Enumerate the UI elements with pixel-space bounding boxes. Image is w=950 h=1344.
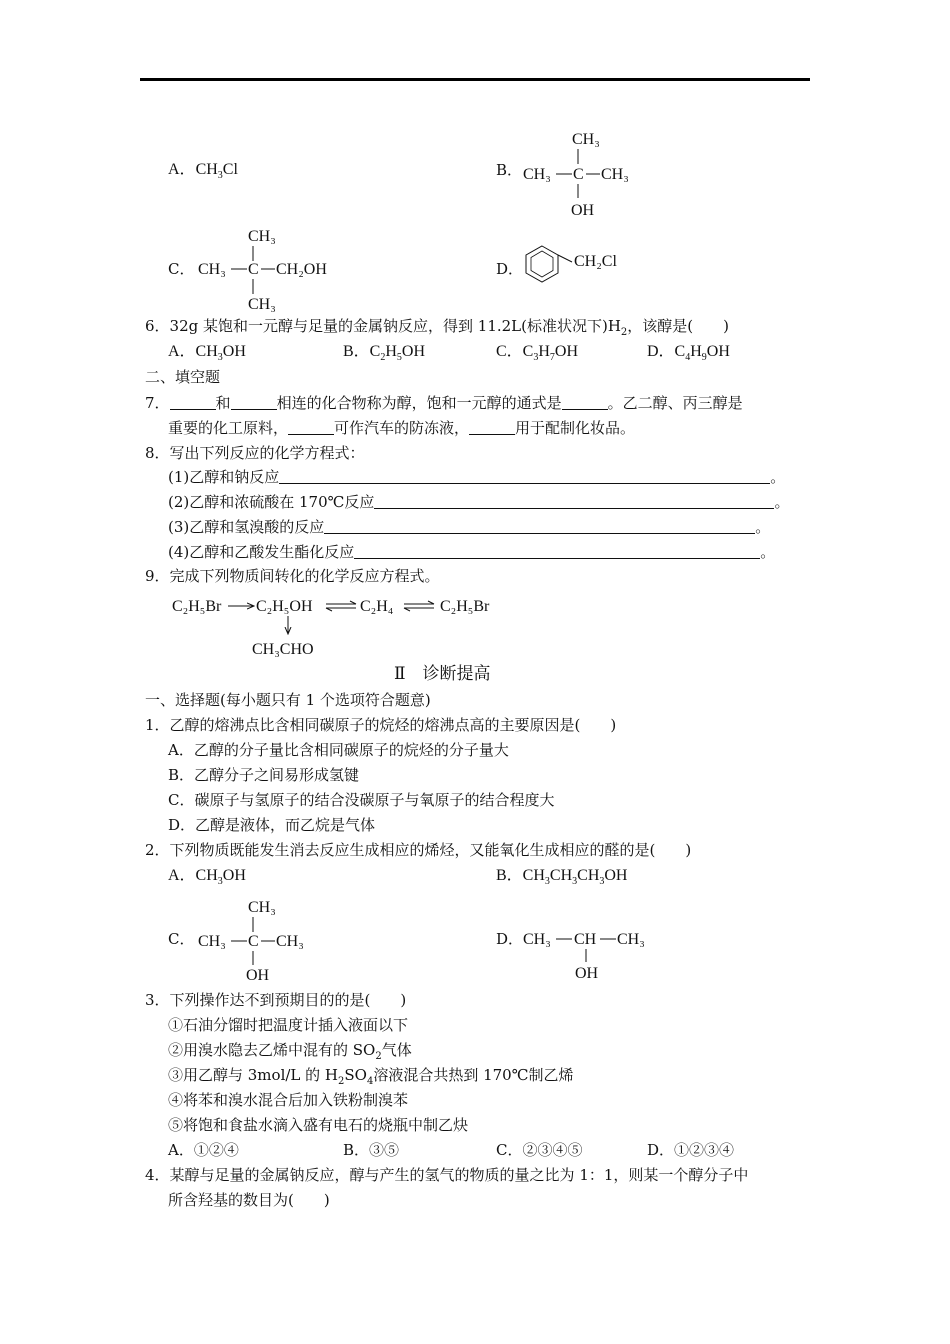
p2-option-c-structure	[195, 894, 325, 986]
q7-blank-5[interactable]	[469, 418, 515, 435]
svg-text:CH₃: CH₃	[523, 166, 551, 183]
p1-option-d: D．乙醇是液体，而乙烷是气体	[168, 816, 376, 834]
section-fill-in-heading: 二、填空题	[145, 368, 221, 386]
svg-text:CH₃: CH₃	[601, 166, 629, 183]
svg-text:OH: OH	[571, 202, 595, 219]
q8-answer-2[interactable]	[374, 492, 774, 509]
p3-item-2: ②用溴水隐去乙烯中混有的 $SO_2$气体	[168, 1041, 412, 1062]
svg-text:C: C	[248, 261, 259, 278]
p1-stem: 1．乙醇的熔沸点比含相同碳原子的烷烃的熔沸点高的主要原因是( )	[145, 716, 617, 734]
svg-text:OH: OH	[575, 965, 599, 982]
p2-option-b: B．$CH_3CH_3CH_3OH$	[496, 867, 628, 887]
q7-blank-3[interactable]	[562, 393, 608, 410]
p3-option-c: C．②③④⑤	[496, 1141, 583, 1159]
p1-option-a: A．乙醇的分子量比含相同碳原子的烷烃的分子量大	[168, 741, 509, 759]
svg-text:C: C	[573, 166, 584, 183]
q5-option-b-structure	[520, 126, 640, 221]
p3-item-3: ③用乙醇与 3mol/L 的 $H_2SO_4$溶液混合共热到 170℃制乙烯	[168, 1066, 574, 1087]
svg-text:OH: OH	[246, 967, 270, 984]
p2-option-d-structure	[520, 924, 660, 986]
p3-option-d: D．①②③④	[647, 1141, 735, 1159]
svg-text:CH₃: CH₃	[248, 228, 276, 245]
q5-option-c-structure	[195, 224, 355, 316]
q5-option-b-label: B．	[496, 161, 523, 179]
q8-item-2: (2)乙醇和浓硫酸在 170℃反应 。	[168, 493, 790, 511]
q8-stem: 8．写出下列反应的化学方程式：	[145, 444, 365, 462]
q5-option-c-label: C．	[168, 260, 195, 278]
p2-stem: 2．下列物质既能发生消去反应生成相应的烯烃，又能氧化生成相应的醛的是( )	[145, 841, 692, 859]
q6-option-b: B．$C_2H_5OH$	[343, 343, 426, 363]
svg-text:CH₂OH: CH₂OH	[276, 261, 327, 278]
svg-text:CH₃: CH₃	[198, 261, 226, 278]
p3-item-4: ④将苯和溴水混合后加入铁粉制溴苯	[168, 1091, 409, 1109]
p1-option-c: C．碳原子与氢原子的结合没碳原子与氧原子的结合程度大	[168, 791, 555, 809]
svg-text:CH₃: CH₃	[572, 131, 600, 148]
svg-text:C: C	[248, 933, 259, 950]
p2-option-d-label: D．	[496, 930, 524, 948]
q7-blank-2[interactable]	[231, 393, 277, 410]
p1-option-b: B．乙醇分子之间易形成氢键	[168, 766, 360, 784]
q9-species-3: C₂H₄	[360, 598, 394, 615]
q8-item-3: (3)乙醇和氢溴酸的反应 。	[168, 518, 771, 536]
q8-item-1: (1)乙醇和钠反应 。	[168, 468, 786, 486]
q7-blank-1[interactable]	[170, 393, 216, 410]
q9-reaction-scheme	[170, 592, 510, 660]
q9-stem: 9．完成下列物质间转化的化学反应方程式。	[145, 567, 440, 585]
p3-item-1: ①石油分馏时把温度计插入液面以下	[168, 1016, 409, 1034]
p3-option-a: A．①②④	[168, 1141, 239, 1159]
q8-answer-1[interactable]	[279, 467, 770, 484]
q6-option-c: C．$C_3H_7OH$	[496, 343, 579, 363]
q6-option-a: A．$CH_3OH$	[168, 343, 246, 363]
q8-answer-3[interactable]	[324, 517, 755, 534]
svg-text:CH₃: CH₃	[248, 296, 276, 313]
q7-line2: 重要的化工原料， 可作汽车的防冻液， 用于配制化妆品。	[168, 419, 636, 437]
p3-option-b: B．③⑤	[343, 1141, 400, 1159]
q7-line1: 7． 和 相连的化合物称为醇，饱和一元醇的通式是 。乙二醇、丙三醇是	[145, 394, 743, 412]
p4-stem-line1: 4．某醇与足量的金属钠反应，醇与产生的氢气的物质的量之比为 1：1，则某一个醇分子中	[145, 1166, 749, 1184]
q9-species-2: C₂H₅OH	[256, 598, 313, 615]
q8-answer-4[interactable]	[354, 542, 760, 559]
svg-text:CH₃: CH₃	[523, 931, 551, 948]
p2-option-a: A．$CH_3OH$	[168, 867, 246, 887]
q9-species-4: C₂H₅Br	[440, 598, 490, 615]
q5-option-a: A．$CH_3Cl$	[168, 161, 238, 181]
section-choice-heading: 一、选择题(每小题只有 1 个选项符合题意)	[145, 691, 431, 709]
q9-species-1: C₂H₅Br	[172, 598, 222, 615]
p3-item-5: ⑤将饱和食盐水滴入盛有电石的烧瓶中制乙炔	[168, 1116, 469, 1134]
p4-stem-line2: 所含羟基的数目为( )	[168, 1191, 330, 1209]
svg-text:CH: CH	[574, 931, 597, 948]
q6-stem: 6．32g 某饱和一元醇与足量的金属钠反应，得到 11.2L(标准状况下)$H_2$，该醇是( )	[145, 317, 730, 338]
svg-text:CH₃: CH₃	[617, 931, 645, 948]
p3-stem: 3．下列操作达不到预期目的的是( )	[145, 991, 407, 1009]
part-2-title: Ⅱ 诊断提高	[394, 664, 491, 684]
p2-option-c-label: C．	[168, 930, 195, 948]
svg-text:CH₂Cl: CH₂Cl	[574, 253, 617, 270]
q6-option-d: D．$C_4H_9OH$	[647, 343, 730, 363]
q8-item-4: (4)乙醇和乙酸发生酯化反应 。	[168, 543, 776, 561]
svg-text:CH₃: CH₃	[198, 933, 226, 950]
q5-option-d-structure	[520, 240, 640, 290]
svg-text:CH₃: CH₃	[276, 933, 304, 950]
q9-species-5: CH₃CHO	[252, 641, 314, 658]
q5-option-d-label: D．	[496, 260, 524, 278]
q7-blank-4[interactable]	[288, 418, 334, 435]
svg-text:CH₃: CH₃	[248, 899, 276, 916]
header-rule	[140, 78, 810, 81]
